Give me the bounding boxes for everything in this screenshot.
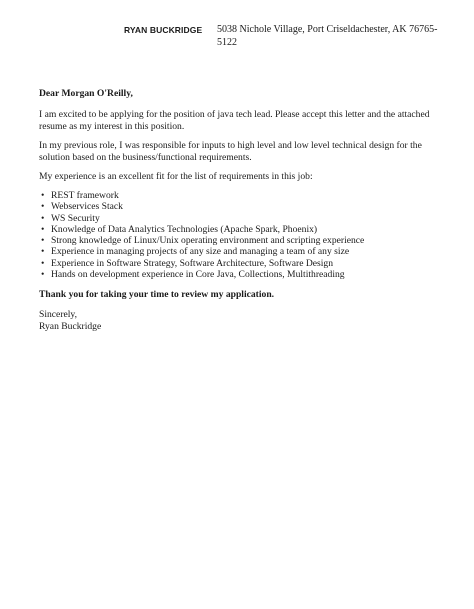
- signature: Ryan Buckridge: [39, 321, 102, 333]
- list-item: • Experience in managing projects of any size and managing a team of any size: [39, 246, 439, 257]
- sender-name: RYAN BUCKRIDGE: [124, 25, 203, 35]
- list-item: • Strong knowledge of Linux/Unix operating environment and scripting experience: [39, 235, 439, 246]
- requirements-list: [39, 190, 439, 280]
- list-item: • Webservices Stack: [39, 201, 439, 212]
- intro-paragraph: I am excited to be applying for the position of java tech lead. Please accept this letter and the attached resume as my interest in this position.: [39, 109, 430, 132]
- sender-address: 5038 Nichole Village, Port Criseldachester, AK 76765-5122: [217, 24, 438, 48]
- list-item: • REST framework: [39, 190, 439, 201]
- list-item: • Knowledge of Data Analytics Technologies (Apache Spark, Phoenix): [39, 224, 439, 235]
- salutation: Dear Morgan O'Reilly,: [39, 88, 133, 99]
- previous-role-paragraph: In my previous role, I was responsible for inputs to high level and low level technical design for the solution based on the business/functional requirements.: [39, 140, 422, 163]
- letter-body: [39, 88, 439, 333]
- list-item: • Experience in Software Strategy, Software Architecture, Software Design: [39, 258, 439, 269]
- closing-statement: Thank you for taking your time to review my application.: [39, 289, 275, 301]
- list-item: • Hands on development experience in Core Java, Collections, Multithreading: [39, 269, 439, 280]
- signoff: Sincerely,: [39, 309, 78, 321]
- requirements-intro: My experience is an excellent fit for the list of requirements in this job:: [39, 171, 313, 182]
- list-item: • WS Security: [39, 213, 439, 224]
